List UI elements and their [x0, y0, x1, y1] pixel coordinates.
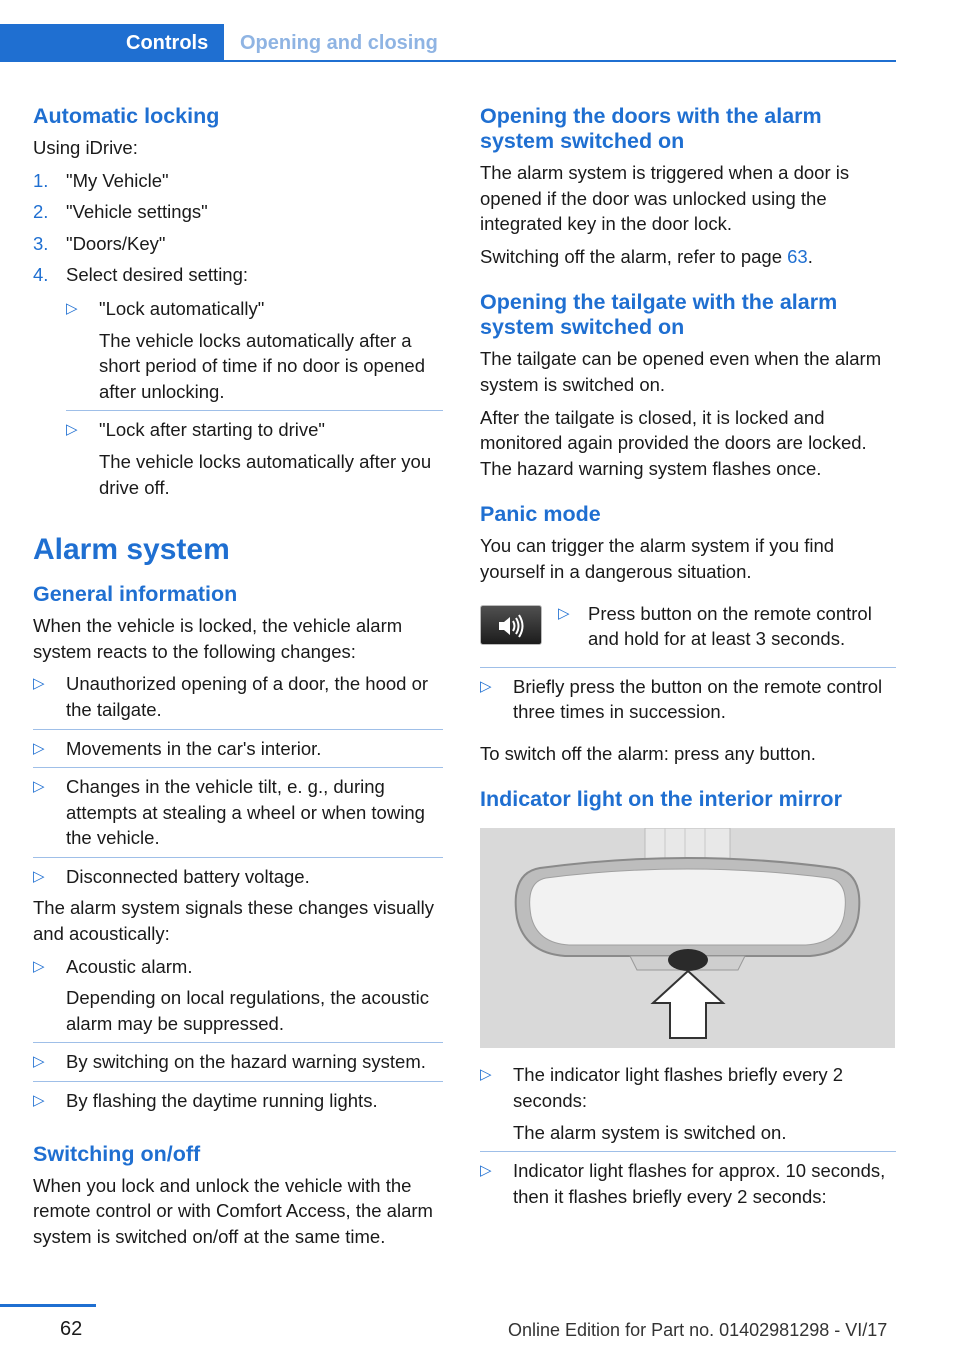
setting-desc: The vehicle locks automatically after a short period of time if no door is opened after unlocking. — [99, 329, 425, 402]
page-header — [0, 0, 960, 64]
page-number: 62 — [60, 1318, 83, 1340]
change-item — [33, 774, 443, 851]
indicator-step-2: Indicator light flashes for approx. 10 seconds, then it flashes briefly every 2 seconds: — [513, 1160, 886, 1207]
edition-note: Online Edition for Part no. 01402981298 - VI/17 — [508, 1320, 888, 1340]
change-text: Changes in the vehicle tilt, e. g., during attempts at stealing a wheel or when towing the vehicle. — [66, 776, 425, 849]
bullet-divider — [33, 767, 443, 768]
triangle-bullet-icon: ▷ — [558, 604, 570, 622]
panic-step-1: Press button on the remote control and hold for at least 3 seconds. — [588, 602, 872, 650]
speaker-button-icon — [480, 605, 542, 645]
triangle-bullet-icon: ▷ — [480, 1162, 492, 1180]
step-item — [33, 199, 443, 225]
step-item — [33, 168, 443, 194]
switching-text: When you lock and unlock the vehicle with the remote control or with Comfort Access, the alarm system is switched on/off at the same time. — [33, 1174, 433, 1247]
switchoff-ref: Switching off the alarm, refer to page 63. — [480, 245, 813, 267]
page-ref-link[interactable]: 63 — [787, 245, 808, 267]
step-number: 4. — [33, 264, 49, 286]
change-item — [33, 736, 443, 762]
tailgate-text-1: The tailgate can be opened even when the alarm system is switched on. — [480, 348, 882, 395]
indicator-step-1: The indicator light flashes briefly every 2 seconds: — [513, 1064, 844, 1111]
bullet-divider — [33, 729, 443, 730]
indicator-step-item — [480, 1062, 896, 1145]
step-text: "Vehicle settings" — [66, 201, 208, 223]
general-info-heading: General information — [33, 582, 238, 607]
header-rule — [224, 60, 896, 62]
signal-text: By switching on the hazard warning system. — [66, 1051, 426, 1073]
signal-title: Acoustic alarm. — [66, 955, 193, 977]
tailgate-text-2: After the tailgate is closed, it is locked and monitored again provided the doors are locked. The hazard warning system flashes once. — [480, 406, 867, 479]
auto-lock-heading: Automatic locking — [33, 104, 220, 128]
change-text: Disconnected battery voltage. — [66, 865, 310, 887]
triangle-bullet-icon: ▷ — [33, 957, 45, 975]
panic-step-item — [480, 674, 896, 725]
bullet-divider — [33, 857, 443, 858]
setting-title: "Lock after starting to drive" — [99, 419, 325, 441]
setting-item — [66, 296, 443, 404]
indicator-step-1-desc: The alarm system is switched on. — [513, 1121, 787, 1143]
section-tab-controls: Controls — [0, 24, 224, 62]
panic-step-2: Briefly press the button on the remote control three times in succession. — [513, 675, 883, 723]
right-column — [480, 104, 896, 1215]
switchoff-ref-text: Switching off the alarm, refer to page — [480, 245, 782, 267]
bullet-divider — [33, 1042, 443, 1043]
change-item — [33, 671, 443, 722]
signal-item — [33, 1088, 443, 1114]
setting-desc: The vehicle locks automatically after you drive off. — [99, 450, 432, 498]
signals-intro: The alarm system signals these changes visually and acoustically: — [33, 897, 435, 945]
doors-alarm-text: The alarm system is triggered when a door is opened if the door was unlocked using the integrated key in the door lock. — [480, 162, 850, 235]
triangle-bullet-icon: ▷ — [480, 1066, 492, 1084]
signal-item — [33, 954, 443, 1037]
panic-button-step — [480, 601, 896, 661]
panic-off-text: To switch off the alarm: press any button. — [480, 742, 816, 764]
left-column — [33, 104, 443, 1256]
step-text: "Doors/Key" — [66, 232, 166, 254]
triangle-bullet-icon: ▷ — [33, 1053, 45, 1071]
change-text: Movements in the car's interior. — [66, 737, 322, 759]
signal-desc: Depending on local regulations, the acoustic alarm may be suppressed. — [66, 987, 430, 1034]
panic-mode-heading: Panic mode — [480, 502, 601, 527]
step-item — [33, 262, 443, 500]
indicator-step-item — [480, 1158, 896, 1209]
change-text: Unauthorized opening of a door, the hood or the tailgate. — [66, 673, 429, 720]
indicator-heading: Indicator light on the interior mirror — [480, 787, 842, 812]
triangle-bullet-icon: ▷ — [33, 1092, 45, 1110]
setting-item — [66, 417, 443, 500]
triangle-bullet-icon: ▷ — [480, 677, 492, 695]
triangle-bullet-icon: ▷ — [33, 778, 45, 796]
triangle-bullet-icon: ▷ — [66, 421, 78, 439]
footer-rule — [0, 1304, 96, 1307]
auto-lock-intro: Using iDrive: — [33, 137, 138, 158]
setting-title: "Lock automatically" — [99, 297, 265, 319]
interior-mirror-illustration — [480, 828, 895, 1048]
step-text: "My Vehicle" — [66, 169, 169, 191]
triangle-bullet-icon: ▷ — [33, 739, 45, 757]
step-text: Select desired setting: — [66, 264, 249, 286]
tailgate-alarm-heading: Opening the tailgate with the alarm system switched on — [480, 290, 838, 340]
triangle-bullet-icon: ▷ — [66, 299, 78, 317]
step-number: 2. — [33, 201, 49, 223]
triangle-bullet-icon: ▷ — [33, 867, 45, 885]
bullet-divider — [480, 1151, 896, 1152]
general-intro: When the vehicle is locked, the vehicle alarm system reacts to the following changes: — [33, 615, 403, 662]
bullet-divider — [33, 1081, 443, 1082]
step-number: 1. — [33, 169, 49, 191]
signal-text: By flashing the daytime running lights. — [66, 1090, 378, 1112]
section-tab-opening-closing: Opening and closing — [240, 32, 438, 54]
step-item — [33, 231, 443, 257]
bullet-divider — [66, 410, 443, 411]
alarm-system-heading: Alarm system — [33, 533, 230, 567]
step-number: 3. — [33, 232, 49, 254]
change-item — [33, 864, 443, 890]
panic-intro: You can trigger the alarm system if you find yourself in a dangerous situation. — [480, 535, 835, 582]
signal-item — [33, 1049, 443, 1075]
doors-alarm-heading: Opening the doors with the alarm system switched on — [480, 104, 822, 153]
triangle-bullet-icon: ▷ — [33, 675, 45, 693]
bullet-divider — [480, 667, 896, 668]
switching-heading: Switching on/off — [33, 1141, 201, 1166]
